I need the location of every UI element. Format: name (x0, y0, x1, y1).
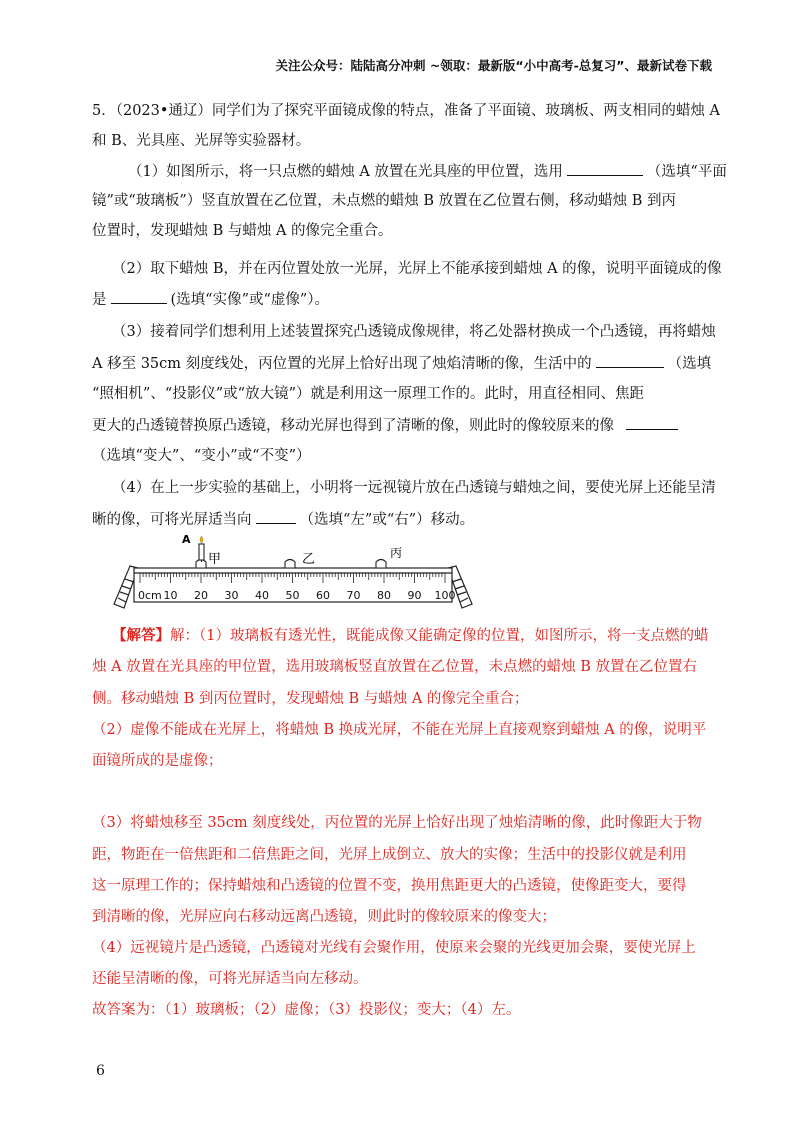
holder-yi (285, 560, 295, 569)
answer-line: （3）将蜡烛移至 35cm 刻度线处，丙位置的光屏上恰好出现了烛焰清晰的像，此时像距大于物 (92, 815, 702, 831)
ruler-tick-label: 70 (346, 589, 361, 602)
answer-line: （4）远视镜片是凸透镜，凸透镜对光线有会聚作用，使原来会聚的光线更加会聚，要使光屏上 (92, 940, 696, 956)
question-line: 晰的像，可将光屏适当向 （选填“左”或“右”）移动。 (92, 509, 740, 530)
label-yi: 乙 (302, 552, 316, 567)
answer-line: 还能呈清晰的像，可将光屏适当向左移动。 (92, 971, 368, 987)
answer-line: 到清晰的像，光屏应向右移动远离凸透镜，则此时的像较原来的像变大； (92, 909, 556, 925)
ruler-tick-label: 50 (285, 589, 300, 602)
answer-line: 侧。移动蜡烛 B 到丙位置时，发现蜡烛 B 与蜡烛 A 的像完全重合； (92, 691, 529, 707)
question-line: （选填“变大”、“变小”或“不变”） (92, 448, 311, 464)
question-line: 5．（2023•通辽）同学们为了探究平面镜成像的特点，准备了平面镜、玻璃板、两支相同的蜡烛 A (92, 103, 721, 119)
answer-blank (111, 289, 167, 304)
answer-blank (256, 509, 296, 524)
optical-bench-figure (110, 532, 476, 614)
page-header: 关注公众号：陆陆高分冲刺 ~领取：最新版“小中高考-总复习”、最新试卷下载 (275, 58, 712, 73)
answer-blank (596, 353, 664, 368)
question-line: 是 (选填“实像”或“虚像”）。 (92, 289, 740, 310)
ruler-tick-label: 0cm (138, 589, 162, 602)
answer-line: 这一原理工作的；保持蜡烛和凸透镜的位置不变，换用焦距更大的凸透镜，使像距变大，要得 (92, 878, 687, 894)
question-line: 和 B、光具座、光屏等实验器材。 (92, 133, 311, 149)
flame-icon (200, 536, 203, 543)
answer-line: 面镜所成的是虚像； (92, 753, 223, 769)
question-line: 位置时，发现蜡烛 B 与蜡烛 A 的像完全重合。 (92, 223, 393, 239)
ruler-tick-label: 80 (377, 589, 391, 602)
label-bing: 丙 (390, 546, 403, 560)
answer-summary: 故答案为：（1）玻璃板；（2）虚像；（3）投影仪；变大；（4）左。 (92, 1002, 521, 1018)
question-line: “照相机”、“投影仪”或“放大镜”）就是利用这一原理工作的。此时，用直径相同、焦距 (92, 386, 644, 402)
question-line: A 移至 35cm 刻度线处，丙位置的光屏上恰好出现了烛焰清晰的像，生活中的 （选填 (92, 353, 740, 374)
ruler-tick-label: 30 (224, 589, 239, 602)
answer-line: 【解答】解：（1）玻璃板有透光性，既能成像又能确定像的位置，如图所示，将一支点燃的蜡 (112, 627, 709, 644)
answer-line: （2）虚像不能成在光屏上，将蜡烛 B 换成光屏，不能在光屏上直接观察到蜡烛 A 的像，说明平 (92, 722, 707, 738)
question-line: （2）取下蜡烛 B，并在丙位置处放一光屏，光屏上不能承接到蜡烛 A 的像，说明平面镜成的像 (112, 261, 722, 277)
question-line: 镜”或“玻璃板”）竖直放置在乙位置，未点燃的蜡烛 B 放置在乙位置右侧，移动蜡烛 B 到丙 (92, 193, 676, 209)
question-line: （1）如图所示，将一只点燃的蜡烛 A 放置在光具座的甲位置，选用 （选填“平面 (128, 161, 740, 182)
answer-blank (626, 415, 678, 430)
ruler-tick-label: 40 (255, 589, 269, 602)
page-number: 6 (96, 1063, 105, 1079)
ruler-tick-label: 20 (194, 589, 208, 602)
question-line: （3）接着同学们想利用上述装置探究凸透镜成像规律，将乙处器材换成一个凸透镜，再将蜡烛 (112, 324, 716, 340)
ruler-tick-label: 60 (316, 589, 330, 602)
question-line: （4）在上一步实验的基础上，小明将一远视镜片放在凸透镜与蜡烛之间，要使光屏上还能呈清 (112, 480, 716, 496)
answer-line: 距，物距在一倍焦距和二倍焦距之间，光屏上成倒立、放大的实像；生活中的投影仪就是利用 (92, 847, 687, 863)
question-line: 更大的凸透镜替换原凸透镜，移动光屏也得到了清晰的像，则此时的像较原来的像 (92, 415, 740, 436)
holder-bing (376, 560, 386, 569)
candle-a (199, 544, 204, 560)
ruler-tick-label: 100 (434, 589, 456, 602)
label-a: A (182, 533, 191, 546)
label-jia: 甲 (208, 552, 222, 567)
ruler-tick-label: 10 (163, 589, 178, 602)
answer-blank (567, 161, 643, 176)
answer-line: 烛 A 放置在光具座的甲位置，选用玻璃板竖直放置在乙位置，未点燃的蜡烛 B 放置在乙位置右 (92, 659, 698, 675)
ruler-tick-label: 90 (407, 589, 422, 602)
